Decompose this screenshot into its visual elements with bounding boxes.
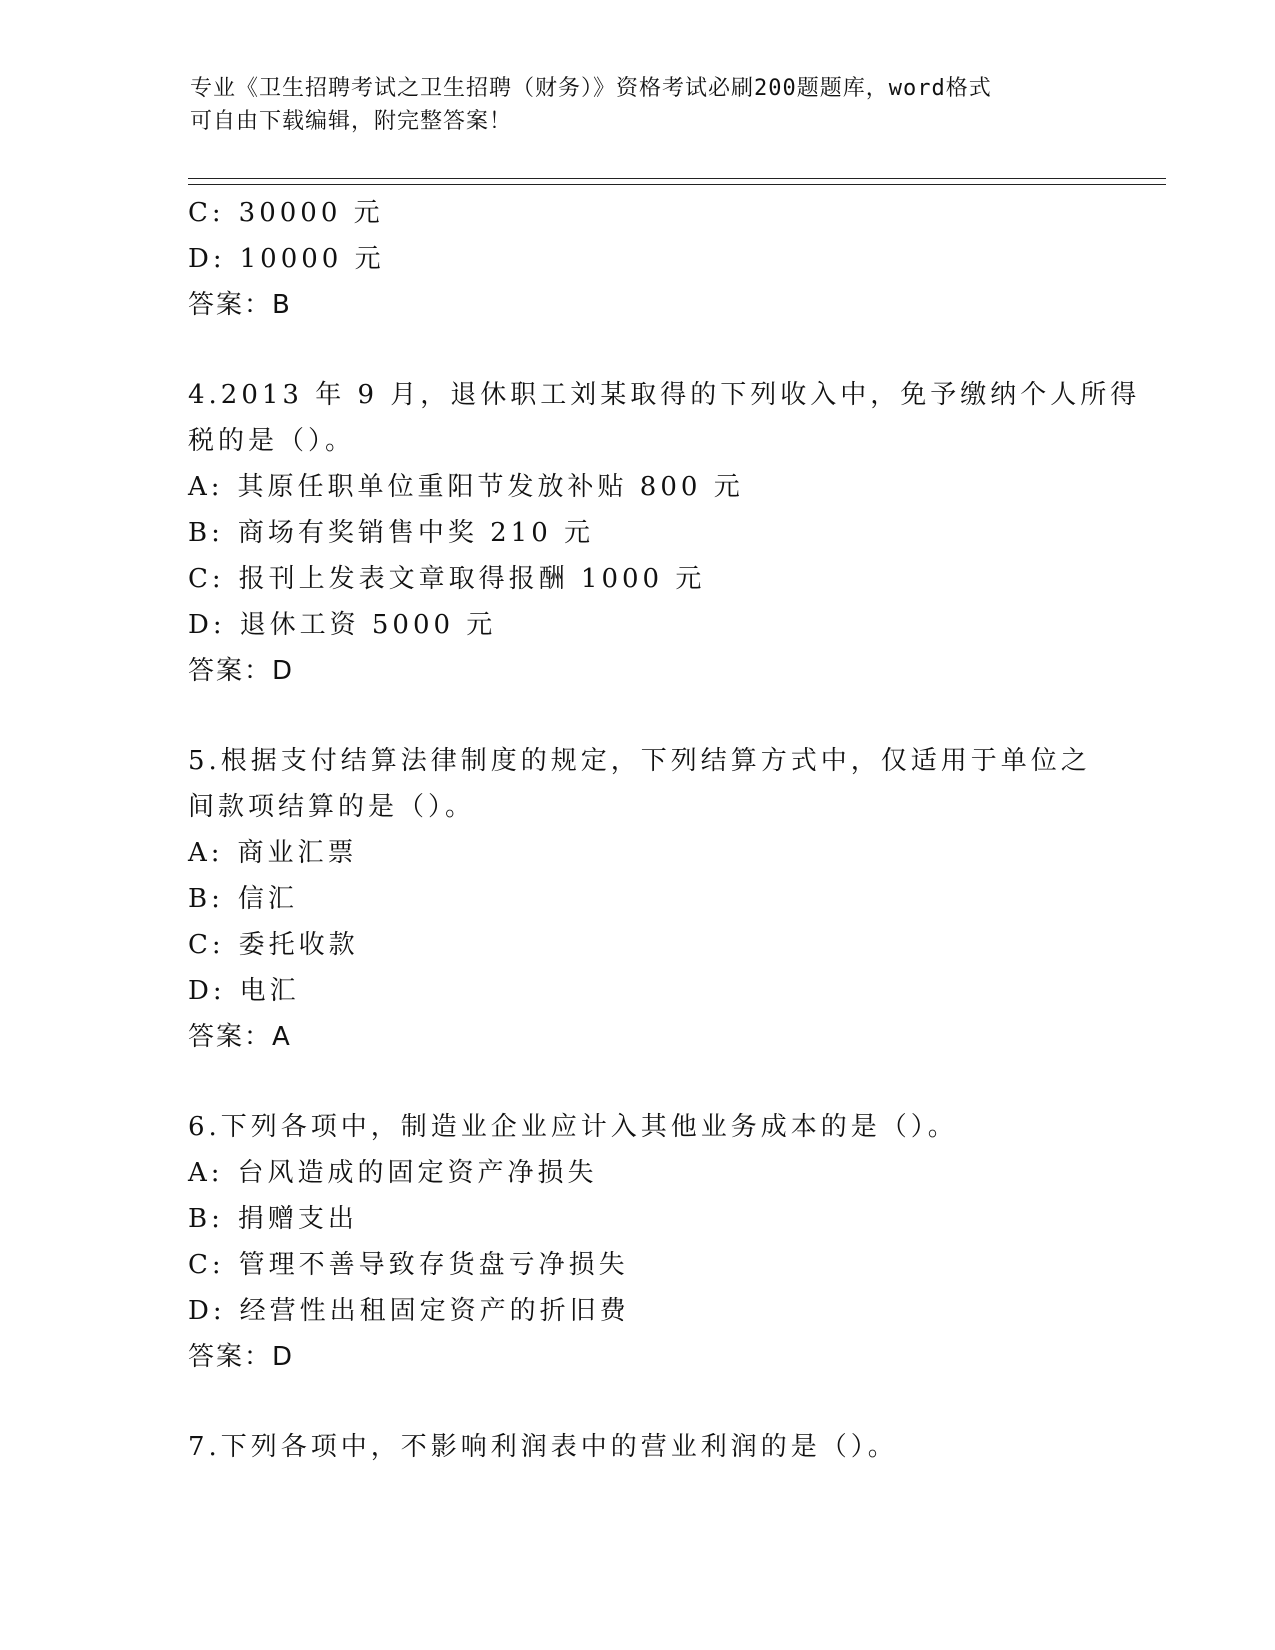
option-label: C: bbox=[188, 930, 225, 960]
option-text: 商场有奖销售中奖 210 元 bbox=[237, 518, 595, 548]
option-text: 商业汇票 bbox=[237, 838, 358, 868]
header-line-2: 可自由下载编辑，附完整答案！ bbox=[190, 109, 513, 134]
option-text: 30000 元 bbox=[238, 198, 384, 228]
option-text: 台风造成的固定资产净损失 bbox=[237, 1158, 598, 1188]
option-text: 管理不善导致存货盘亏净损失 bbox=[238, 1250, 629, 1280]
option-label: B: bbox=[188, 518, 224, 548]
option-label: C: bbox=[188, 564, 225, 594]
option-d bbox=[188, 1288, 1088, 1334]
option-label: A: bbox=[188, 838, 224, 868]
option-label: B: bbox=[188, 884, 224, 914]
option-label: D: bbox=[188, 976, 226, 1006]
option-text: 10000 元 bbox=[239, 244, 385, 274]
option-label: C: bbox=[188, 198, 225, 228]
option-c bbox=[188, 556, 1088, 602]
option-text: 报刊上发表文章取得报酬 1000 元 bbox=[238, 564, 706, 594]
header-rule-top bbox=[188, 178, 1166, 179]
option-label: A: bbox=[188, 472, 224, 502]
option-b bbox=[188, 1196, 1088, 1242]
question-stem: 4.2013 年 9 月，退休职工刘某取得的下列收入中，免予缴纳个人所得 bbox=[188, 380, 1141, 410]
question-5 bbox=[188, 738, 1091, 1060]
header-line-1: 专业《卫生招聘考试之卫生招聘（财务）》资格考试必刷200题题库，word格式 bbox=[190, 76, 992, 101]
answer-line: 答案：D bbox=[188, 1342, 295, 1372]
question-stem: 7.下列各项中，不影响利润表中的营业利润的是（）。 bbox=[188, 1432, 898, 1462]
option-d bbox=[188, 236, 1088, 282]
option-label: C: bbox=[188, 1250, 225, 1280]
answer-line: 答案：D bbox=[188, 656, 295, 686]
option-text: 经营性出租固定资产的折旧费 bbox=[239, 1296, 630, 1326]
option-text: 电汇 bbox=[239, 976, 300, 1006]
question-stem: 5.根据支付结算法律制度的规定，下列结算方式中，仅适用于单位之 bbox=[188, 746, 1091, 776]
answer-line: 答案：A bbox=[188, 1022, 292, 1052]
question-list bbox=[188, 190, 1141, 1470]
question-6 bbox=[188, 1104, 1088, 1380]
question-stem: 6.下列各项中，制造业企业应计入其他业务成本的是（）。 bbox=[188, 1112, 958, 1142]
option-text: 退休工资 5000 元 bbox=[239, 610, 497, 640]
question-7 bbox=[188, 1424, 1088, 1470]
header-rule-bottom bbox=[188, 184, 1166, 185]
option-c bbox=[188, 922, 1088, 968]
question-4 bbox=[188, 372, 1141, 694]
option-label: D: bbox=[188, 610, 226, 640]
option-text: 信汇 bbox=[237, 884, 298, 914]
option-label: B: bbox=[188, 1204, 224, 1234]
answer-line: 答案：B bbox=[188, 290, 292, 320]
question-3-continued bbox=[188, 190, 1088, 328]
option-label: D: bbox=[188, 1296, 226, 1326]
option-d bbox=[188, 602, 1088, 648]
option-a bbox=[188, 830, 1088, 876]
option-text: 其原任职单位重阳节发放补贴 800 元 bbox=[237, 472, 744, 502]
option-label: D: bbox=[188, 244, 226, 274]
option-a bbox=[188, 464, 1088, 510]
option-text: 委托收款 bbox=[238, 930, 359, 960]
option-b bbox=[188, 876, 1088, 922]
option-label: A: bbox=[188, 1158, 224, 1188]
option-b bbox=[188, 510, 1088, 556]
option-d bbox=[188, 968, 1088, 1014]
option-a bbox=[188, 1150, 1088, 1196]
option-c bbox=[188, 1242, 1088, 1288]
option-text: 捐赠支出 bbox=[237, 1204, 358, 1234]
option-c bbox=[188, 190, 1088, 236]
question-stem-continued: 间款项结算的是（）。 bbox=[188, 792, 476, 822]
question-stem-continued: 税的是（）。 bbox=[188, 426, 356, 456]
document-header bbox=[190, 72, 1090, 138]
